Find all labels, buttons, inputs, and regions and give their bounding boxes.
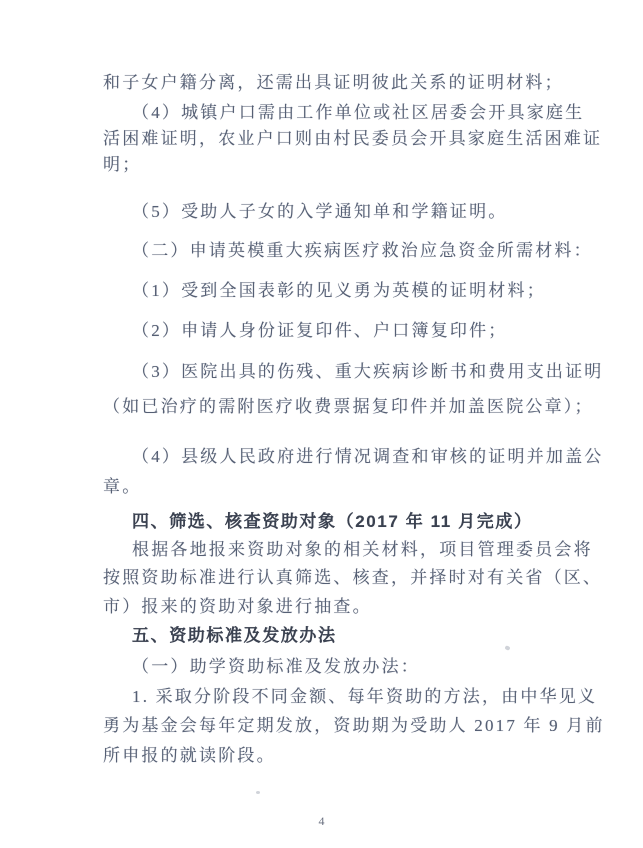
body-text-line: 市）报来的资助对象进行抽查。 [103, 597, 372, 616]
section-heading-line: 五、资助标准及发放办法 [132, 626, 337, 645]
body-text-line: （一）助学资助标准及发放办法： [132, 657, 420, 676]
scan-speck [256, 791, 260, 794]
body-text-line: 和子女户籍分离，还需出具证明彼此关系的证明材料； [103, 73, 564, 92]
scan-speck [504, 645, 510, 651]
body-text-line: （3）医院出具的伤残、重大疾病诊断书和费用支出证明 [132, 362, 604, 381]
body-text-line: （1）受到全国表彰的见义勇为英模的证明材料； [132, 281, 546, 300]
body-text-line: 勇为基金会每年定期发放，资助期为受助人 2017 年 9 月前 [103, 716, 605, 735]
body-text-line: （4）城镇户口需由工作单位或社区居委会开具家庭生 [132, 103, 585, 122]
page-number: 4 [318, 814, 325, 828]
body-text-line: 按照资助标准进行认真筛选、核查，并择时对有关省（区、 [103, 568, 603, 587]
body-text-line: （二）申请英模重大疾病医疗救治应急资金所需材料： [132, 241, 593, 260]
body-text-line: （2）申请人身份证复印件、户口簿复印件； [132, 321, 508, 340]
body-text-line: （如已治疗的需附医疗收费票据复印件并加盖医院公章）； [103, 397, 594, 416]
section-heading-line: 四、筛选、核查资助对象（2017 年 11 月完成） [132, 512, 533, 531]
body-text-line: 活困难证明，农业户口则由村民委员会开具家庭生活困难证 [103, 129, 603, 148]
body-text-line: 1. 采取分阶段不同金额、每年资助的方法，由中华见义 [132, 687, 598, 706]
body-text-line: （4）县级人民政府进行情况调查和审核的证明并加盖公 [132, 447, 604, 466]
body-text-line: 所申报的就读阶段。 [103, 746, 276, 765]
body-text-line: 章。 [103, 477, 142, 496]
body-text-line: 根据各地报来资助对象的相关材料，项目管理委员会将 [132, 540, 593, 559]
body-text-line: 明； [103, 155, 142, 174]
body-text-line: （5）受助人子女的入学通知单和学籍证明。 [132, 202, 508, 221]
